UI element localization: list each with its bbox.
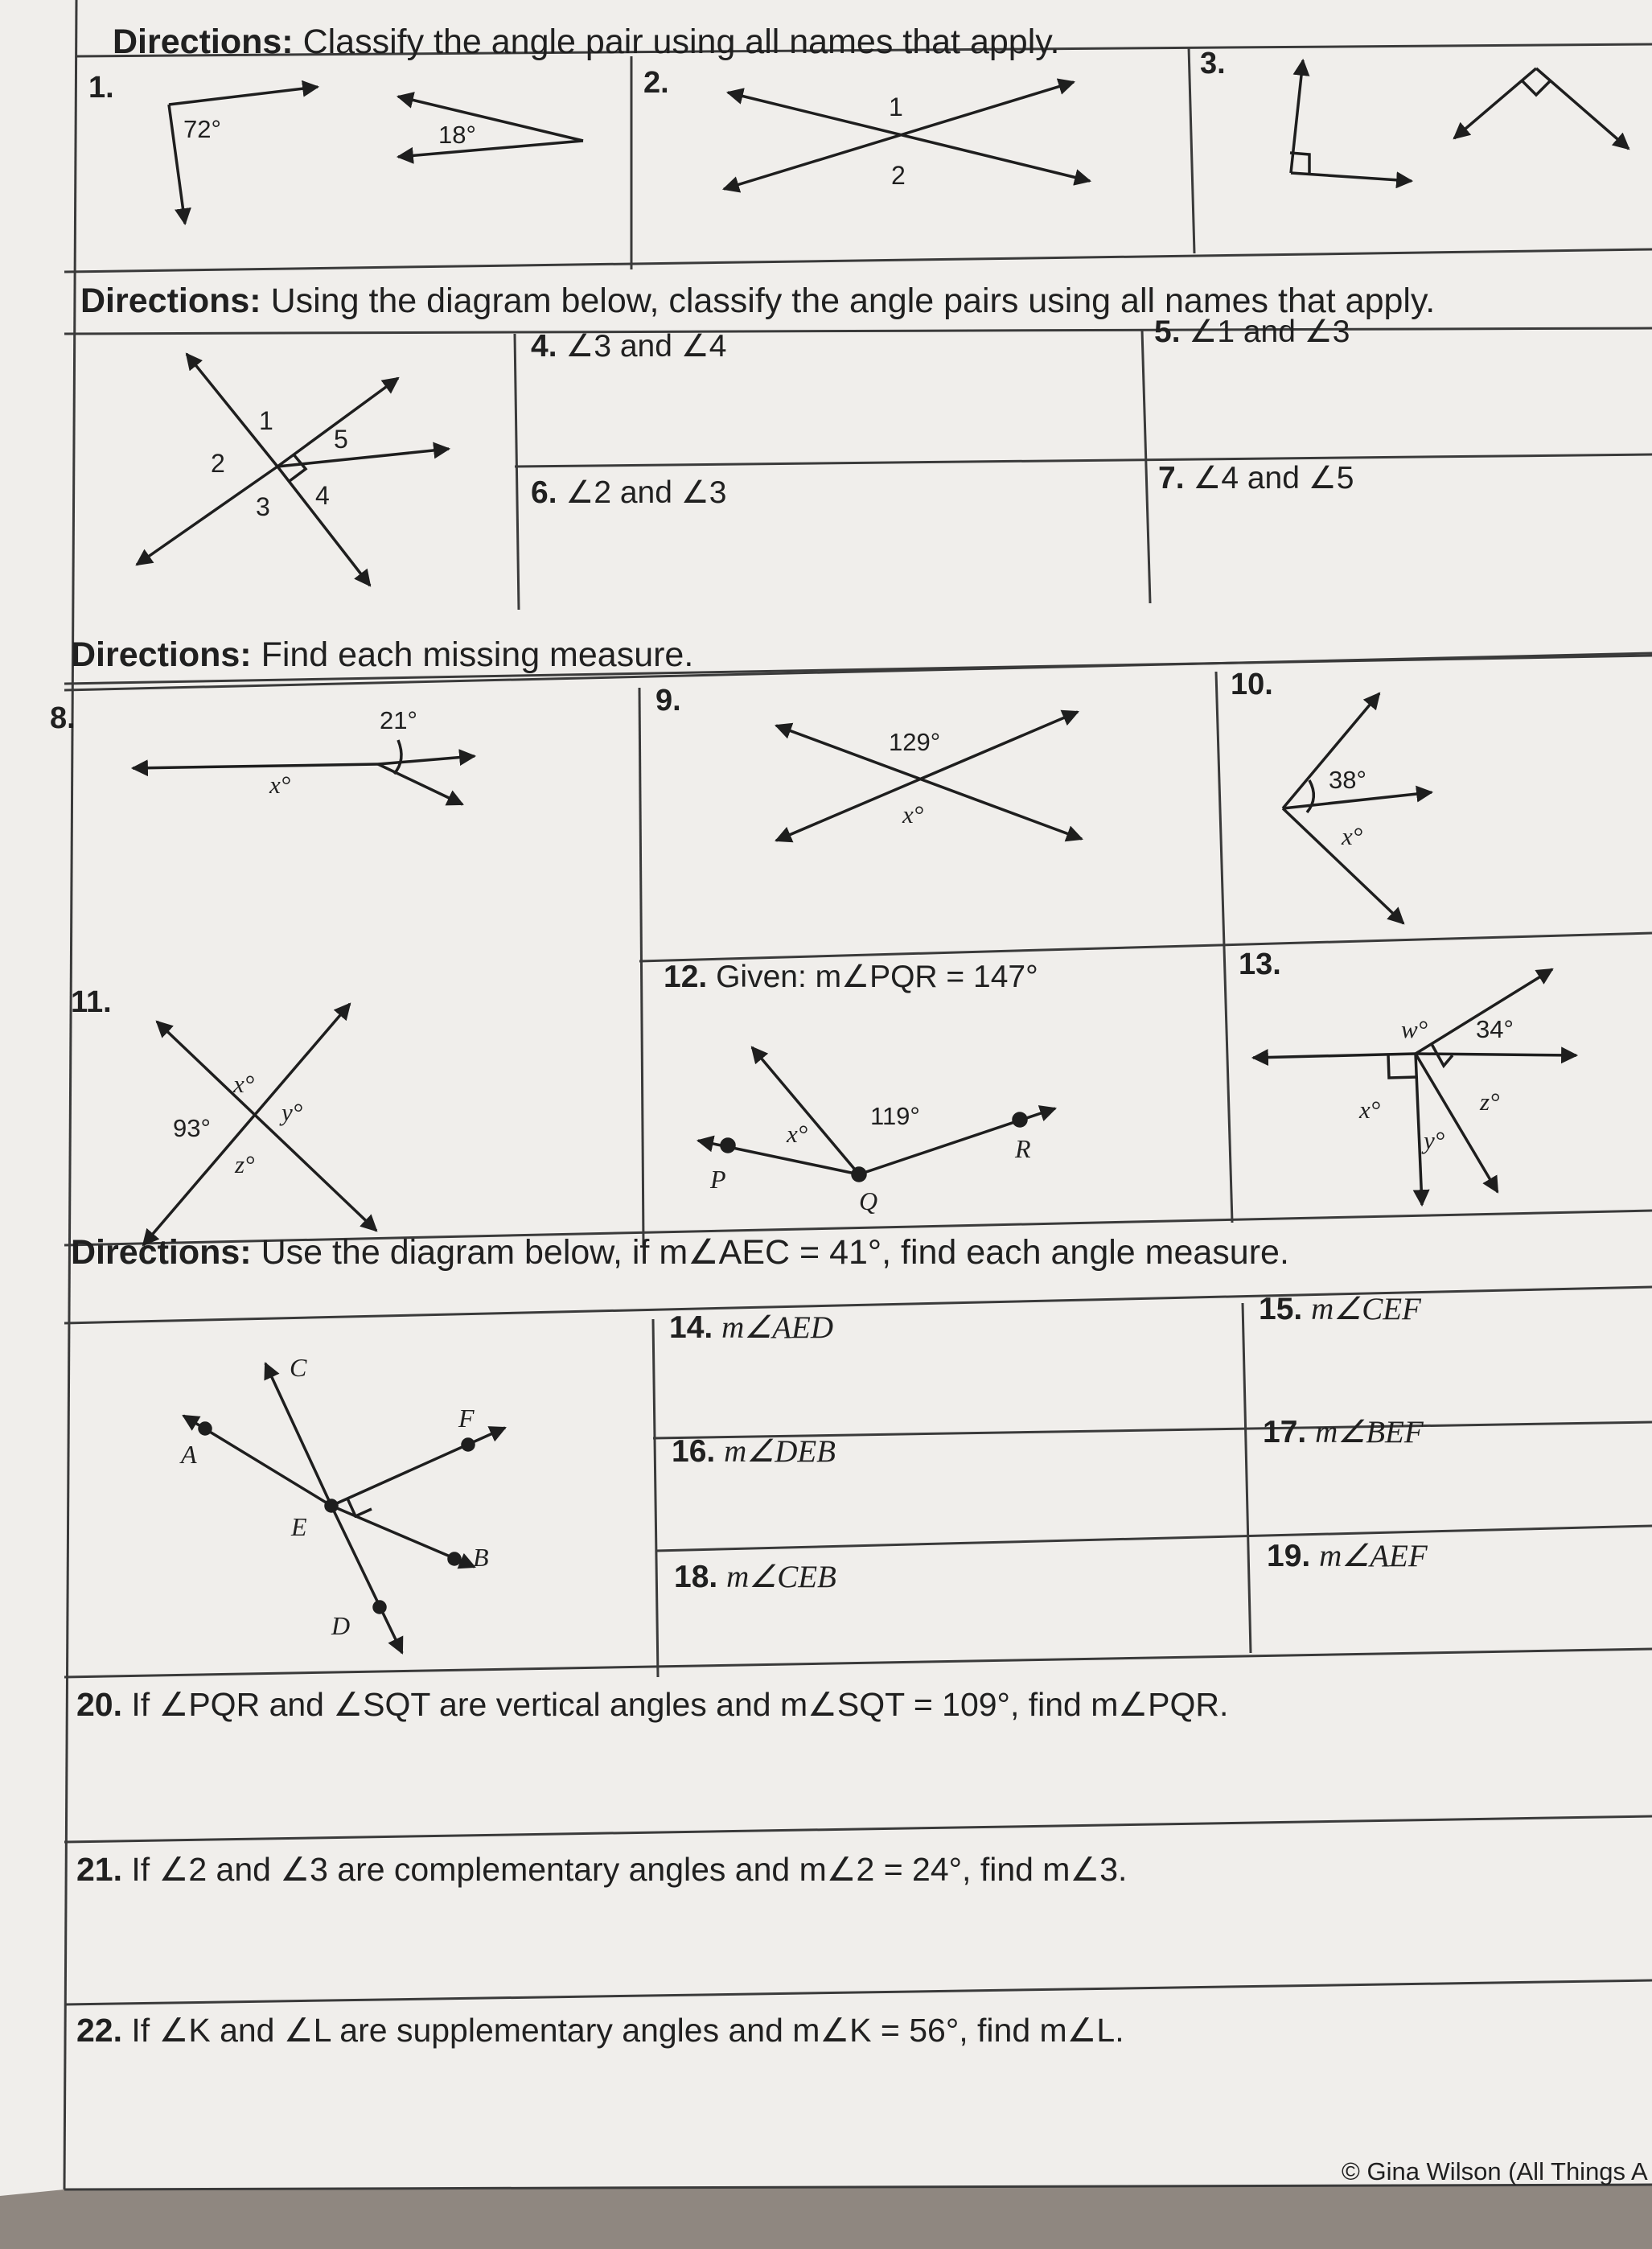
- question-14-number: 14.: [669, 1310, 713, 1345]
- problem-8-var: x°: [269, 771, 291, 799]
- problem-2-angle-1: 1: [889, 93, 903, 121]
- question-5-text: ∠1 and ∠3: [1189, 315, 1350, 349]
- question-17-number: 17.: [1263, 1415, 1307, 1449]
- problem-10-var: x°: [1342, 822, 1363, 850]
- problem-10-number: 10.: [1231, 668, 1273, 701]
- question-20: [76, 1685, 1228, 1724]
- question-7-text: ∠4 and ∠5: [1193, 461, 1354, 495]
- problem-11-x: x°: [233, 1070, 255, 1098]
- problem-11-z: z°: [235, 1150, 255, 1178]
- question-18-number: 18.: [674, 1560, 718, 1594]
- question-16-text: m∠DEB: [724, 1434, 836, 1469]
- question-5-number: 5.: [1154, 315, 1181, 349]
- problem-11-number: 11.: [71, 985, 112, 1019]
- problem-12-given-text: Given: m∠PQR = 147°: [716, 960, 1038, 994]
- question-19: [1267, 1538, 1428, 1574]
- question-15-number: 15.: [1259, 1292, 1303, 1326]
- question-18-text: m∠CEB: [726, 1560, 836, 1594]
- problem-1-number: 1.: [88, 71, 114, 105]
- problem-12-number: 12.: [664, 960, 708, 994]
- copyright-notice: © Gina Wilson (All Things A: [1342, 2157, 1648, 2185]
- question-4-number: 4.: [531, 329, 557, 364]
- diagram-label-1: 1: [259, 406, 273, 435]
- diagram-label-3: 3: [256, 492, 270, 521]
- question-6: [531, 475, 726, 511]
- problem-13-z: z°: [1480, 1087, 1500, 1116]
- point-A-label: A: [181, 1440, 197, 1469]
- problem-2-number: 2.: [643, 66, 669, 100]
- question-14-text: m∠AED: [721, 1310, 833, 1345]
- problem-12-angle: 119°: [870, 1102, 920, 1130]
- question-7: [1158, 460, 1354, 496]
- p12-point-P: [721, 1139, 734, 1152]
- point-D-label: D: [331, 1611, 351, 1640]
- directions-4-text: Use the diagram below, if m∠AEC = 41°, find each angle measure.: [261, 1233, 1289, 1272]
- question-21: [76, 1850, 1127, 1889]
- diagram-label-5: 5: [334, 425, 348, 454]
- problem-12-given: [664, 959, 1038, 995]
- question-22-number: 22.: [76, 2012, 122, 2049]
- directions-2-label: Directions:: [80, 282, 261, 320]
- directions-2-text: Using the diagram below, classify the angle pairs using all names that apply.: [270, 282, 1436, 320]
- problem-9-var: x°: [902, 800, 924, 828]
- point-F-label: F: [458, 1404, 475, 1433]
- s4-point-E: [326, 1500, 337, 1511]
- question-14: [669, 1310, 833, 1346]
- problem-2-angle-2: 2: [891, 161, 906, 190]
- problem-13-y: y°: [1424, 1126, 1445, 1154]
- problem-13-angle: 34°: [1476, 1015, 1514, 1043]
- s4-point-D: [374, 1601, 385, 1613]
- directions-3-text: Find each missing measure.: [261, 635, 694, 674]
- problem-13-w: w°: [1401, 1015, 1428, 1043]
- directions-4: [71, 1232, 1289, 1273]
- question-22: [76, 2011, 1124, 2050]
- question-21-number: 21.: [76, 1851, 122, 1888]
- question-16-number: 16.: [672, 1434, 716, 1469]
- directions-1-text: Classify the angle pair using all names that apply.: [302, 23, 1060, 61]
- problem-9-angle: 129°: [889, 728, 941, 756]
- question-20-number: 20.: [76, 1686, 122, 1723]
- problem-12-var: x°: [787, 1120, 808, 1148]
- problem-9-number: 9.: [655, 684, 681, 717]
- question-17-text: m∠BEF: [1315, 1415, 1424, 1449]
- s4-point-B: [449, 1553, 460, 1564]
- question-7-number: 7.: [1158, 461, 1185, 495]
- question-6-number: 6.: [531, 475, 557, 510]
- question-4-text: ∠3 and ∠4: [565, 329, 727, 364]
- diagram-label-2: 2: [211, 449, 225, 478]
- problem-12-point-R: R: [1015, 1134, 1031, 1163]
- s4-point-F: [462, 1439, 474, 1450]
- problem-13-number: 13.: [1239, 948, 1281, 981]
- p13-ray-right: [1416, 1054, 1576, 1055]
- problem-11-angle: 93°: [173, 1114, 211, 1142]
- problem-8-angle: 21°: [380, 706, 417, 734]
- problem-1-angle-b: 18°: [438, 121, 476, 149]
- directions-3: [71, 635, 693, 675]
- directions-3-label: Directions:: [71, 635, 252, 674]
- directions-4-label: Directions:: [71, 1233, 252, 1272]
- question-15: [1259, 1291, 1421, 1327]
- question-22-text: If ∠K and ∠L are supplementary angles and m∠K = 56°, find m∠L.: [131, 2012, 1124, 2049]
- point-E-label: E: [291, 1512, 307, 1541]
- question-6-text: ∠2 and ∠3: [565, 475, 727, 510]
- p12-point-Q: [853, 1168, 865, 1181]
- s4-point-A: [199, 1423, 211, 1434]
- directions-1-label: Directions:: [113, 23, 294, 61]
- problem-10-angle: 38°: [1329, 766, 1366, 794]
- question-19-text: m∠AEF: [1319, 1539, 1428, 1573]
- diagram-label-4: 4: [315, 481, 330, 510]
- question-15-text: m∠CEF: [1311, 1292, 1421, 1326]
- problem-1-angle-a: 72°: [183, 115, 221, 143]
- question-5: [1154, 314, 1350, 350]
- problem-8-number: 8.: [50, 701, 76, 735]
- question-18: [674, 1559, 836, 1595]
- problem-11-y: y°: [281, 1098, 303, 1126]
- problem-12-point-Q: Q: [859, 1186, 878, 1215]
- question-16: [672, 1433, 836, 1470]
- question-19-number: 19.: [1267, 1539, 1311, 1573]
- question-20-text: If ∠PQR and ∠SQT are vertical angles and m∠SQT = 109°, find m∠PQR.: [131, 1686, 1229, 1723]
- point-B-label: B: [473, 1543, 489, 1572]
- question-17: [1263, 1414, 1424, 1450]
- question-4: [531, 328, 726, 364]
- directions-1: [113, 23, 1060, 62]
- problem-12-point-P: P: [710, 1165, 726, 1194]
- problem-3-number: 3.: [1200, 47, 1226, 80]
- p12-point-R: [1013, 1113, 1026, 1126]
- problem-13-x: x°: [1359, 1096, 1381, 1124]
- question-21-text: If ∠2 and ∠3 are complementary angles and m∠2 = 24°, find m∠3.: [131, 1851, 1128, 1888]
- point-C-label: C: [290, 1353, 307, 1382]
